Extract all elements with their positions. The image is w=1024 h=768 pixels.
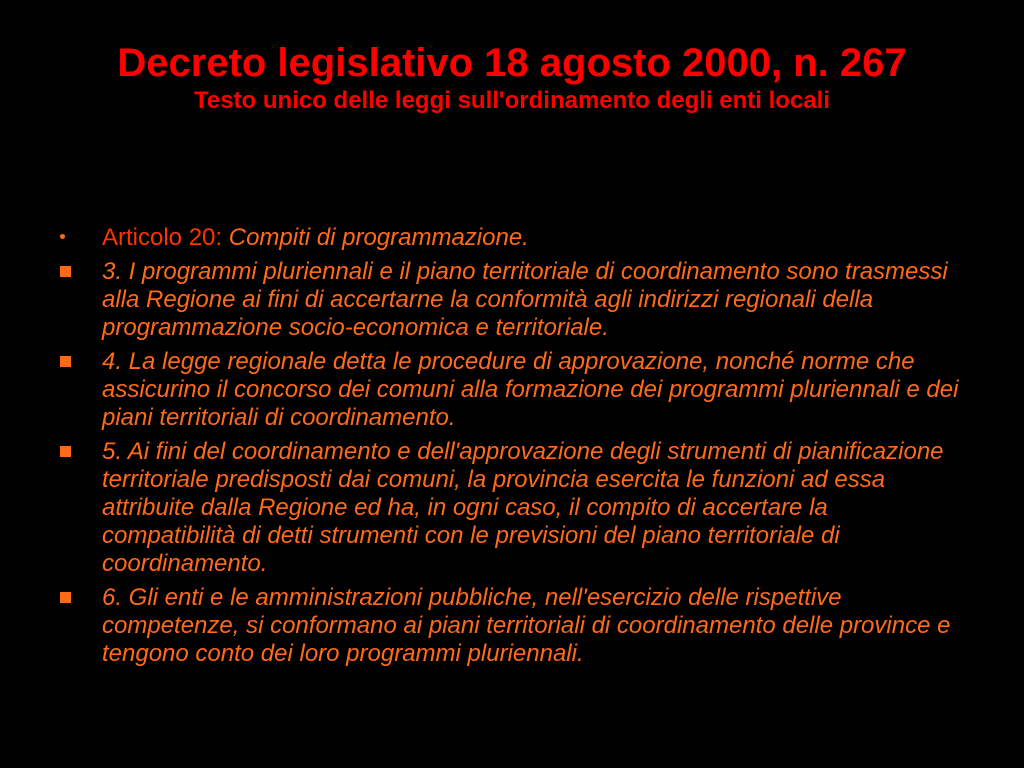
slide-subtitle: Testo unico delle leggi sull'ordinamento degli enti locali	[193, 87, 830, 114]
content-list	[60, 224, 960, 674]
slide-title: Decreto legislativo 18 agosto 2000, n. 267	[117, 41, 907, 85]
bullet-square-icon	[60, 592, 71, 603]
bullet-dot-icon	[60, 234, 65, 239]
paragraph-3: 3. I programmi pluriennali e il piano territoriale di coordinamento sono trasmessi alla Regione ai fini di accertarne la conformità agli indirizzi regionali della programmazione socio-economica e territoriale.	[102, 258, 948, 341]
bullet-square-icon	[60, 266, 71, 277]
list-item	[60, 584, 960, 668]
bullet-square-icon	[60, 356, 71, 367]
title-block	[0, 40, 1024, 116]
article-heading-item	[60, 224, 960, 252]
paragraph-6: 6. Gli enti e le amministrazioni pubbliche, nell'esercizio delle rispettive competenze, si conformano ai piani territoriali di coordinamento delle province e tengono conto dei loro programmi pluriennali.	[102, 584, 951, 667]
article-label: Articolo 20:	[102, 224, 223, 251]
list-item	[60, 258, 960, 342]
paragraph-5: 5. Ai fini del coordinamento e dell'approvazione degli strumenti di pianificazione territoriale predisposti dai comuni, la provincia esercita le funzioni ad essa attribuite dalla Regione ed ha, in ogni caso, il compito di accertare la compatibilità di detti strumenti con le previsioni del piano territoriale di coordinamento.	[102, 438, 944, 577]
paragraph-4: 4. La legge regionale detta le procedure di approvazione, nonché norme che assicurino il concorso dei comuni alla formazione dei programmi pluriennali e dei piani territoriali di coordinamento.	[102, 348, 959, 431]
article-title: Compiti di programmazione.	[228, 224, 529, 251]
bullet-square-icon	[60, 446, 71, 457]
list-item	[60, 438, 960, 578]
list-item	[60, 348, 960, 432]
